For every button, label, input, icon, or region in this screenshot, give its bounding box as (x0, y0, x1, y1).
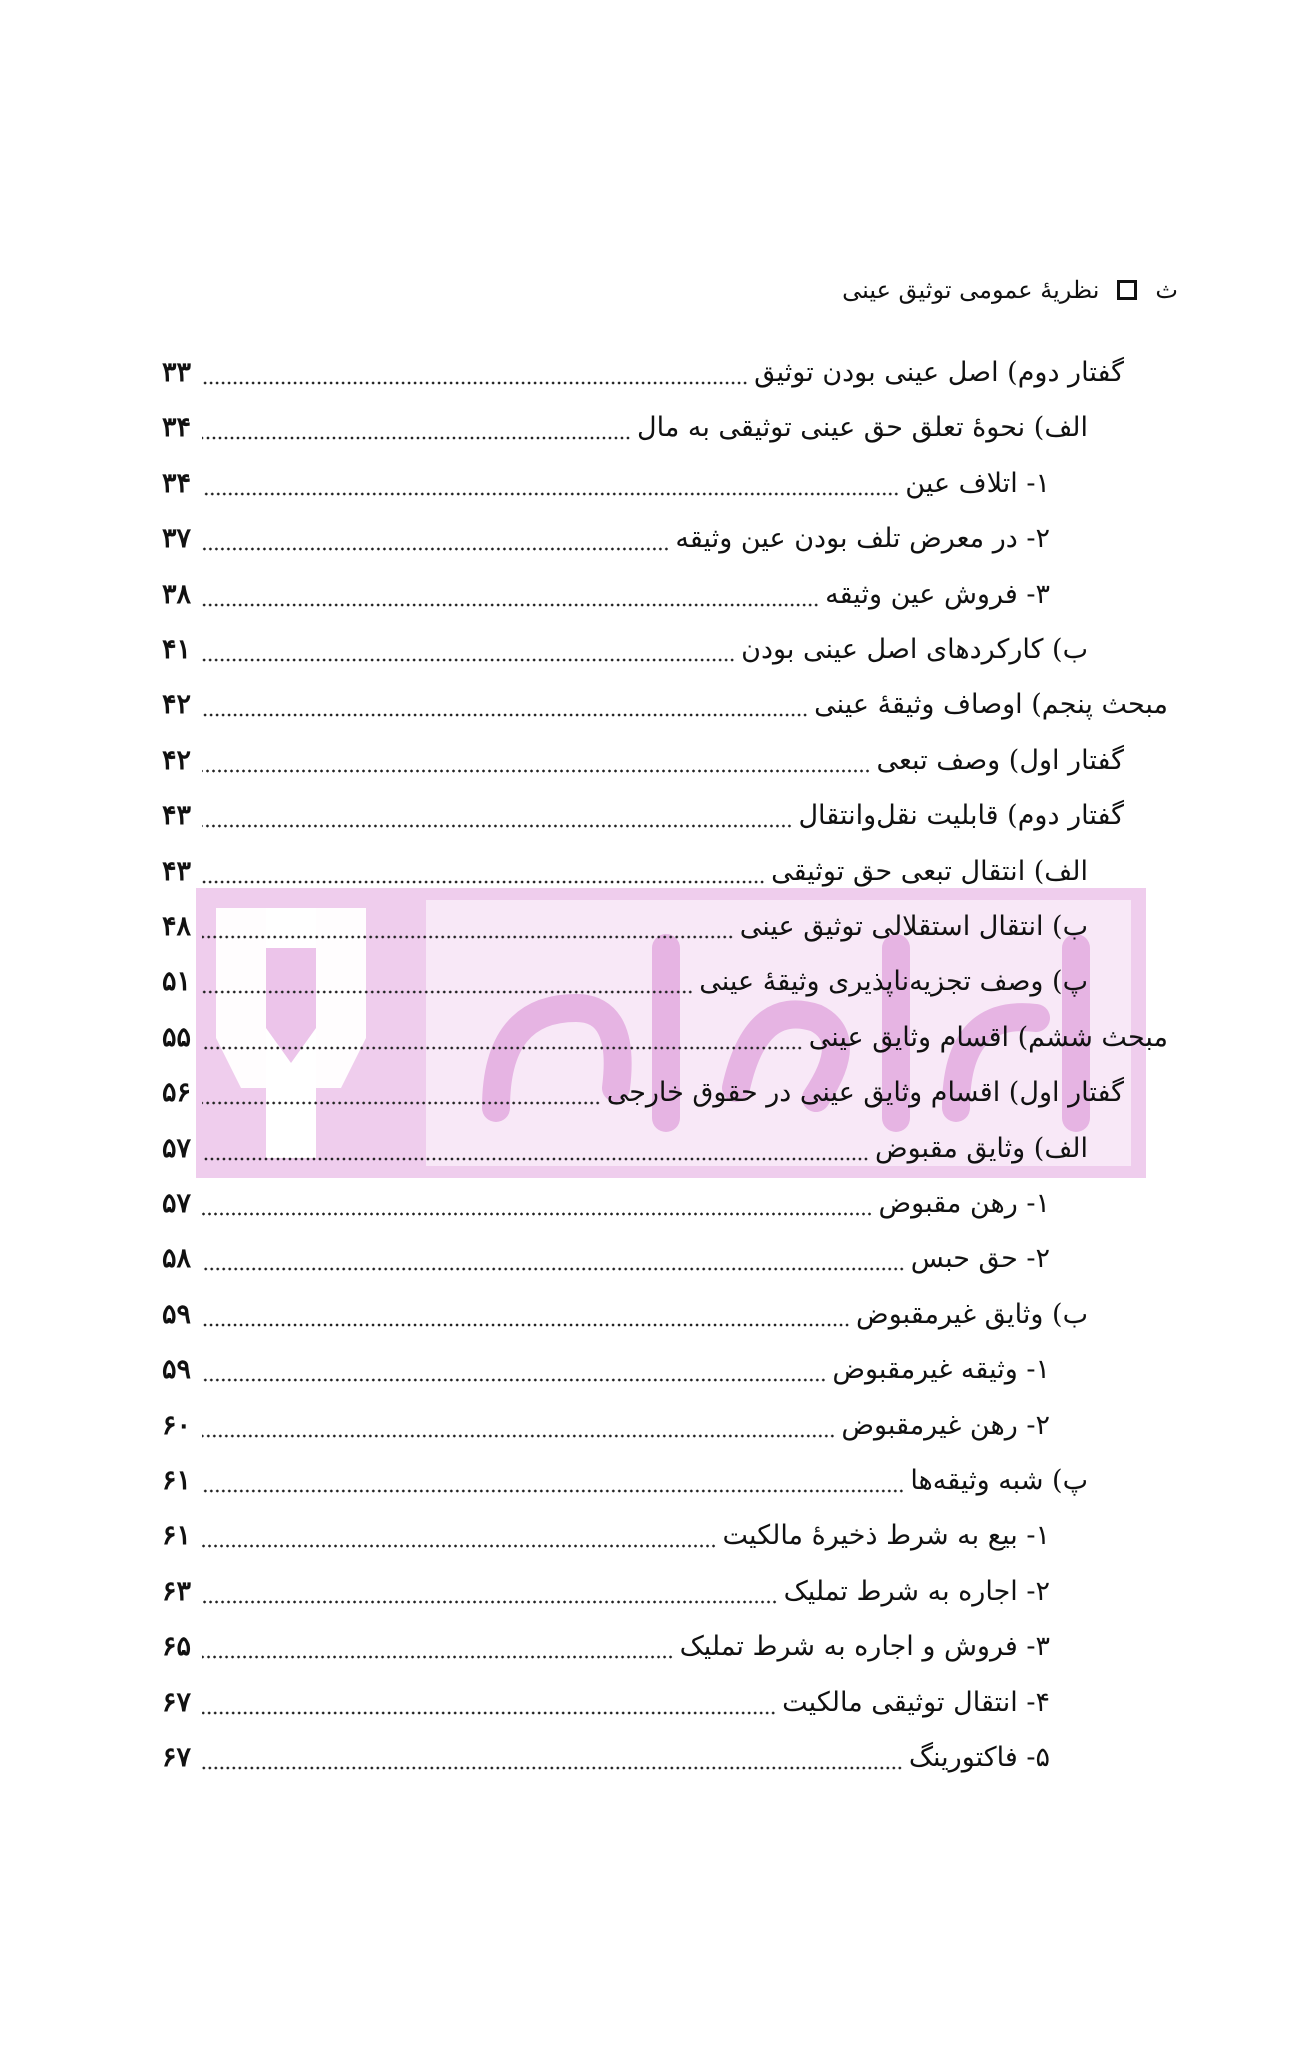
toc-entry-title: ۲- در معرض تلف بودن عین وثیقه (675, 523, 1050, 555)
dot-leader (202, 1267, 905, 1271)
toc-entry-title: ۳- فروش عین وثیقه (825, 578, 1050, 610)
toc-entry-page: ۶۳ (162, 1575, 192, 1607)
dot-leader (202, 935, 734, 939)
toc-entry-page: ۵۸ (162, 1243, 192, 1275)
toc-entry (162, 345, 1124, 401)
toc-entry-page: ۵۹ (162, 1354, 192, 1386)
toc-entry-title: گفتار اول) وصف تبعی (876, 744, 1124, 776)
toc-entry-title: مبحث ششم) اقسام وثایق عینی (808, 1021, 1168, 1053)
toc-entry (162, 1010, 1168, 1066)
book-title: نظریۀ عمومی توثیق عینی (842, 276, 1100, 304)
page-letter: ث (1155, 276, 1178, 304)
toc-entry-title: ب) وثایق غیرمقبوض (856, 1298, 1088, 1330)
toc-entry-page: ۴۳ (162, 800, 192, 832)
toc-entry-title: الف) انتقال تبعی حق توثیقی (771, 855, 1088, 887)
dot-leader (202, 824, 792, 828)
toc-entry (162, 733, 1124, 789)
toc-entry (162, 1730, 1050, 1786)
dot-leader (202, 1101, 601, 1105)
toc-entry (162, 456, 1050, 512)
toc-entry-page: ۳۳ (162, 357, 192, 388)
page-header (842, 276, 1178, 304)
toc-entry-title: ۱- بیع به شرط ذخیرۀ مالکیت (722, 1520, 1050, 1552)
dot-leader (202, 713, 808, 717)
square-outline-icon (1117, 280, 1137, 300)
toc-entry (162, 1065, 1124, 1121)
toc-entry-page: ۳۴ (162, 467, 192, 499)
dot-leader (202, 492, 899, 496)
toc-entry-page: ۴۳ (162, 855, 192, 887)
dot-leader (202, 1378, 826, 1382)
dot-leader (202, 436, 631, 440)
toc-entry (162, 400, 1088, 456)
toc-entry-page: ۴۲ (162, 689, 192, 721)
toc-entry-page: ۶۱ (162, 1465, 192, 1496)
toc-entry-page: ۵۷ (162, 1188, 192, 1219)
toc-entry-title: الف) نحوۀ تعلق حق عینی توثیقی به مال (636, 412, 1088, 444)
toc-entry-page: ۵۷ (162, 1132, 192, 1164)
toc-entry-title: گفتار اول) اقسام وثایق عینی در حقوق خارجی (606, 1077, 1124, 1109)
dot-leader (202, 1655, 674, 1659)
toc-entry (162, 622, 1088, 678)
dot-leader (202, 990, 693, 994)
toc-entry-page: ۶۷ (162, 1742, 192, 1773)
toc-entry (162, 954, 1088, 1010)
toc-entry (162, 511, 1050, 567)
toc-entry (162, 567, 1050, 623)
dot-leader (202, 547, 669, 551)
toc-entry-title: ۲- رهن غیرمقبوض (841, 1409, 1050, 1441)
toc-entry (162, 1564, 1050, 1620)
toc-entry-page: ۶۱ (162, 1520, 192, 1552)
toc-entry-title: ۱- وثیقه غیرمقبوض (832, 1354, 1050, 1386)
toc-entry-page: ۵۱ (162, 966, 192, 998)
toc-entry (162, 1287, 1088, 1343)
dot-leader (202, 1766, 903, 1770)
toc-entry-title: مبحث پنجم) اوصاف وثیقۀ عینی (814, 689, 1168, 721)
toc-entry-page: ۵۵ (162, 1021, 192, 1053)
toc-entry-title: ب) کارکردهای اصل عینی بودن (741, 634, 1088, 665)
toc-entry-title: گفتار دوم) اصل عینی بودن توثیق (754, 357, 1124, 388)
toc-entry-title: ب) انتقال استقلالی توثیق عینی (739, 911, 1088, 942)
toc-entry-title: ۴- انتقال توثیقی مالکیت (782, 1686, 1050, 1718)
toc-entry-page: ۳۷ (162, 523, 192, 555)
toc-entry (162, 1342, 1050, 1398)
toc-entry (162, 788, 1124, 844)
toc-entry-page: ۳۴ (162, 412, 192, 444)
toc-entry (162, 1619, 1050, 1675)
toc-entry-title: ۱- رهن مقبوض (878, 1188, 1050, 1219)
toc-entry (162, 1231, 1050, 1287)
dot-leader (202, 603, 819, 607)
toc-entry-title: ۲- اجاره به شرط تملیک (783, 1575, 1050, 1607)
toc-entry (162, 1675, 1050, 1731)
toc-entry-title: ۲- حق حبس (910, 1243, 1050, 1275)
toc-entry-title: ۳- فروش و اجاره به شرط تملیک (679, 1631, 1050, 1663)
toc-entry-page: ۳۸ (162, 578, 192, 610)
toc-entry-title: پ) شبه وثیقه‌ها (910, 1465, 1088, 1496)
toc-entry-page: ۴۸ (162, 911, 192, 942)
toc-entry-title: پ) وصف تجزیه‌ناپذیری وثیقۀ عینی (699, 966, 1088, 998)
toc-entry-page: ۶۷ (162, 1686, 192, 1718)
toc-entry-title: گفتار دوم) قابلیت نقل‌وانتقال (798, 800, 1124, 832)
toc-entry-page: ۵۶ (162, 1077, 192, 1109)
toc-entry-page: ۶۵ (162, 1631, 192, 1663)
dot-leader (202, 1600, 778, 1604)
toc-entry-title: الف) وثایق مقبوض (874, 1132, 1088, 1164)
dot-leader (202, 880, 765, 884)
dot-leader (202, 658, 735, 662)
dot-leader (202, 769, 871, 773)
dot-leader (202, 1434, 835, 1438)
dot-leader (202, 1323, 850, 1327)
toc-entry (162, 1121, 1088, 1177)
toc-entry (162, 899, 1088, 955)
dot-leader (202, 381, 748, 385)
toc-entry (162, 844, 1088, 900)
toc-entry (162, 1398, 1050, 1454)
toc-entry-page: ۶۰ (162, 1409, 192, 1441)
dot-leader (202, 1157, 869, 1161)
dot-leader (202, 1046, 803, 1050)
toc-entry-page: ۴۲ (162, 744, 192, 776)
toc-entry (162, 1453, 1088, 1509)
toc-entry (162, 1508, 1050, 1564)
toc-entry (162, 1176, 1050, 1232)
dot-leader (202, 1544, 717, 1548)
toc-entry-title: ۵- فاکتورینگ (908, 1742, 1050, 1773)
toc-entry-page: ۴۱ (162, 634, 192, 665)
toc-entry-title: ۱- اتلاف عین (905, 467, 1050, 499)
dot-leader (202, 1711, 776, 1715)
dot-leader (202, 1212, 873, 1216)
dot-leader (202, 1489, 904, 1493)
toc-entry (162, 677, 1168, 733)
toc-entry-page: ۵۹ (162, 1298, 192, 1330)
